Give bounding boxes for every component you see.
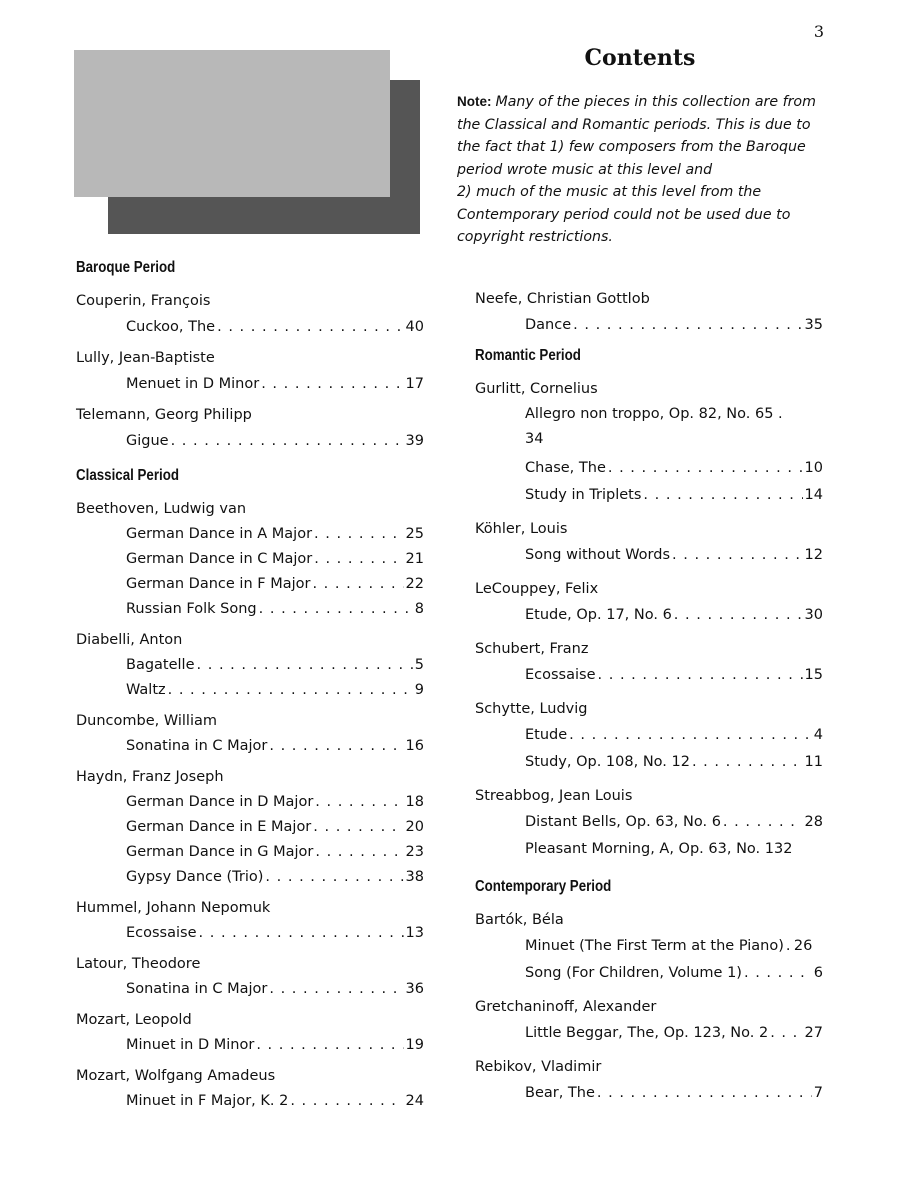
composer-name: Neefe, Christian Gottlob [475,291,650,307]
page-number: 3 [813,22,824,41]
composer-name: LeCouppey, Felix [475,581,599,597]
toc-entry[interactable] [475,809,823,836]
composer-name: Streabbog, Jean Louis [475,788,633,804]
dot-leader [314,522,404,547]
toc-entry[interactable] [76,865,424,890]
toc-entry[interactable] [475,482,823,509]
page-title: Contents [584,45,696,71]
piece-title: Study, Op. 108, No. 12 [525,754,690,770]
toc-entry[interactable] [475,722,823,749]
composer-name: Rebikov, Vladimir [475,1059,602,1075]
toc-entry[interactable] [475,960,823,987]
page-ref: 14 [804,487,823,503]
dot-leader [199,921,404,946]
note-line: 2) much of the music at this level from the [457,184,762,200]
toc-entry[interactable] [475,662,823,689]
page-ref: 25 [405,526,424,542]
composer-name: Köhler, Louis [475,521,568,537]
page-ref: 24 [405,1093,424,1109]
dot-leader [261,371,403,397]
dot-leader [290,1089,403,1114]
page-ref: 36 [405,981,424,997]
composer-name: Gretchaninoff, Alexander [475,999,657,1015]
dot-leader [569,722,812,749]
piece-title: German Dance in F Major [126,576,311,592]
page-ref: 8 [414,601,424,617]
piece-title: Sonatina in C Major [126,738,268,754]
piece-title: Little Beggar, The, Op. 123, No. 2 [525,1025,769,1041]
contents-left-column [76,256,424,1114]
page-ref: 12 [804,547,823,563]
dot-leader [315,790,403,815]
toc-entry[interactable] [76,653,424,678]
composer-name: Hummel, Johann Nepomuk [76,900,271,916]
piece-title: German Dance in D Major [126,794,314,810]
dot-leader [692,749,803,776]
page-ref: 34 [525,431,544,447]
toc-entry[interactable] [475,749,823,776]
spacer [786,933,792,960]
toc-entry[interactable] [475,933,823,960]
composer-name: Haydn, Franz Joseph [76,769,224,785]
dot-leader [674,602,803,629]
note-line: copyright restrictions. [457,229,613,245]
toc-entry[interactable] [76,921,424,946]
page-ref: 27 [804,1025,823,1041]
page-ref: 13 [405,925,424,941]
note-label: Note: [457,94,492,109]
piece-title: Minuet (The First Term at the Piano) [525,938,784,954]
page-ref: 21 [405,551,424,567]
note-line: period wrote music at this level and [457,161,713,178]
page-ref: 16 [405,738,424,754]
composer-name: Schytte, Ludvig [475,701,588,717]
toc-entry[interactable] [76,790,424,815]
dot-leader [269,734,403,759]
dot-leader [269,977,403,1002]
toc-entry[interactable] [76,597,424,622]
dot-leader [315,840,403,865]
composer-name: Latour, Theodore [76,956,201,972]
page-ref: 7 [813,1085,823,1101]
composer-name: Beethoven, Ludwig van [76,501,247,517]
note-line: the fact that 1) few composers from the Baroque [457,139,806,155]
toc-entry[interactable] [76,977,424,1002]
page-ref: 19 [405,1037,424,1053]
dot-leader [256,1033,403,1058]
piece-title: Minuet in D Minor [126,1037,255,1053]
dot-leader [168,678,413,703]
note-line: Many of the pieces in this collection are from [495,94,816,110]
page-ref: 39 [405,433,424,449]
toc-entry[interactable] [76,314,424,340]
composer-name: Telemann, Georg Philipp [76,407,252,423]
composer-name: Bartók, Béla [475,912,564,928]
page-ref: 10 [804,460,823,476]
toc-entry[interactable] [76,572,424,597]
toc-entry[interactable] [475,312,823,338]
contents-right-column [475,286,823,1107]
dot-leader [608,455,803,482]
dot-leader [723,809,803,836]
piece-title: Song without Words [525,547,671,563]
note-line: the Classical and Romantic periods. This is due to [457,116,811,133]
piece-title: Cuckoo, The [126,319,216,335]
page-ref: 35 [804,317,823,333]
dot-leader [197,653,413,678]
toc-entry[interactable] [76,678,424,703]
piece-title: Song (For Children, Volume 1) [525,965,742,981]
dot-leader [770,1020,802,1047]
toc-entry[interactable] [76,840,424,865]
dot-leader [314,547,403,572]
composer-name: Mozart, Leopold [76,1012,192,1028]
piece-title: Allegro non troppo, Op. 82, No. 65 . [525,406,783,422]
page-ref: 6 [813,965,823,981]
toc-entry[interactable] [76,815,424,840]
page-ref: 18 [405,794,424,810]
dot-leader [259,597,413,622]
page-ref: 28 [804,814,823,830]
composer-name: Diabelli, Anton [76,632,183,648]
piece-title: Russian Folk Song [126,601,257,617]
toc-entry[interactable] [475,1080,823,1107]
decorative-gray-box [74,50,390,197]
toc-entry[interactable] [475,602,823,629]
composer-name: Duncombe, William [76,713,217,729]
composer-name: Gurlitt, Cornelius [475,381,598,397]
period-heading-romantic: Romantic Period [475,347,581,364]
piece-title: German Dance in E Major [126,819,312,835]
toc-entry[interactable] [76,734,424,759]
dot-leader [217,314,403,340]
page-ref: 20 [405,819,424,835]
period-heading-classical: Classical Period [76,467,179,484]
period-heading-baroque: Baroque Period [76,259,176,276]
toc-entry[interactable] [475,836,823,863]
composer-name: Couperin, François [76,293,211,309]
toc-entry[interactable] [475,542,823,569]
page-ref: 11 [804,754,823,770]
page-ref: 22 [405,576,424,592]
piece-title: Gypsy Dance (Trio) [126,869,264,885]
toc-entry[interactable] [76,371,424,397]
composer-name: Schubert, Franz [475,641,589,657]
toc-entry[interactable] [76,522,424,547]
page-ref: 40 [405,319,424,335]
composer-name: Mozart, Wolfgang Amadeus [76,1068,276,1084]
dot-leader [312,572,403,597]
dot-leader [313,815,403,840]
composer-name: Lully, Jean-Baptiste [76,350,215,366]
page-ref: 17 [405,376,424,392]
toc-entry[interactable] [475,455,823,482]
piece-title: Sonatina in C Major [126,981,268,997]
toc-entry[interactable] [475,1020,823,1047]
toc-entry[interactable] [76,547,424,572]
dot-leader [171,428,404,454]
piece-title: Ecossaise [126,925,197,941]
piece-title: Distant Bells, Op. 63, No. 6 [525,814,721,830]
piece-title: Waltz [126,682,166,698]
toc-entry[interactable] [76,1033,424,1058]
piece-title: Etude [525,727,568,743]
period-heading-contemporary: Contemporary Period [475,878,612,895]
dot-leader [672,542,803,569]
piece-title: Etude, Op. 17, No. 6 [525,607,672,623]
toc-entry[interactable] [76,1089,424,1114]
note-paragraph [457,91,837,249]
piece-title: German Dance in C Major [126,551,313,567]
page-ref: 38 [405,869,424,885]
piece-title: Ecossaise [525,667,596,683]
page-ref: 30 [804,607,823,623]
toc-entry[interactable] [475,402,823,452]
piece-title: German Dance in G Major [126,844,314,860]
piece-title: Menuet in D Minor [126,376,260,392]
piece-title: German Dance in A Major [126,526,313,542]
page-ref: 9 [414,682,424,698]
piece-title: Chase, The [525,460,606,476]
piece-title: Minuet in F Major, K. 2 [126,1093,289,1109]
piece-title: Dance [525,317,572,333]
piece-title: Pleasant Morning, A, Op. 63, No. 13 [525,841,784,857]
piece-title: Bear, The [525,1085,595,1101]
page-ref: 23 [405,844,424,860]
page-ref: 2 [783,841,793,857]
dot-leader [597,1080,812,1107]
page-ref: 26 [793,938,813,954]
toc-entry[interactable] [76,428,424,454]
page-ref: 4 [813,727,823,743]
dot-leader [598,662,803,689]
piece-title: Bagatelle [126,657,195,673]
dot-leader [744,960,812,987]
piece-title: Gigue [126,433,169,449]
dot-leader [643,482,802,509]
dot-leader [265,865,403,890]
piece-title: Study in Triplets [525,487,642,503]
page-ref: 5 [414,657,424,673]
note-line: Contemporary period could not be used due to [457,206,791,223]
dot-leader [573,312,802,338]
page-ref: 15 [804,667,823,683]
